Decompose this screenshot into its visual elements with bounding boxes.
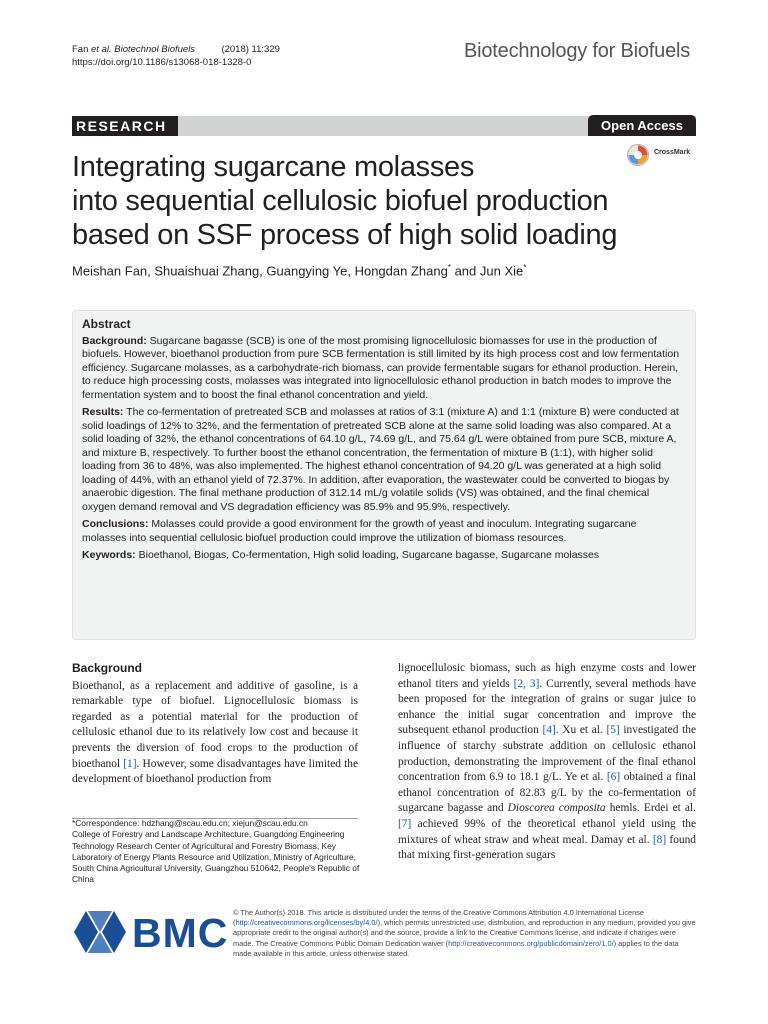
abstract-results-label: Results: [82,406,124,418]
correspondence-emails: *Correspondence: hdzhang@scau.edu.cn; xiejun@scau.edu.cn [72,818,308,828]
corresponding-mark: * [447,263,451,272]
author-list [72,263,526,278]
license-text [233,908,698,959]
body-paragraph [398,661,696,864]
bmc-logo [72,909,229,956]
correspondence-footnote [72,818,362,886]
reference-link[interactable]: [2, 3] [513,677,540,690]
cc-zero-link[interactable]: http://creativecommons.org/publicdomain/zero/1.0/ [448,938,614,948]
license-part: ), which permits unrestricted use, distribution, and reproduction in any medium, provided you give appropriate credit to the original author(s) and the source, provide a link to the Creative Commons license, and indicate if changes were made. The Creative Commons Public Domain Dedication waiver ( [233,918,696,948]
citation-volume: (2018) 11:329 [195,44,280,55]
abstract-results-text: The co-fermentation of pretreated SCB and molasses at ratios of 3:1 (mixture A) and 1:1 (mixture B) were conducted at solid loadings of 12% to 32%, and the fermentation of pretreated SCB alone at the same solid loading was also compared. At a solid loading of 32%, the ethanol concentrations of 64.10 g/L, 74.69 g/L, and 75.64 g/L were obtained from pure SCB, mixture A, and mixture B, respectively. To further boost the ethanol concentration, the fermentation of mixture B (1:1), with higher solid loading from 36 to 48%, was also implemented. The highest ethanol concentration of 94.20 g/L was generated at a high solid loading of 44%, with an ethanol yield of 72.37%. In addition, after evaporation, the wastewater could be converted to biogas by anaerobic digestion. The final methane production of 312.14 mL/g volatile solids (VS) was obtained, and the final chemical oxygen demand removal and VS degradation efficiency was 85.9% and 95.9%, respectively. [82,406,679,513]
species-name: Dioscorea composita [507,802,606,815]
keywords-text: Bioethanol, Biogas, Co-fermentation, High solid loading, Sugarcane bagasse, Sugarcane molasses [135,549,600,561]
abstract-keywords [82,549,682,563]
body-right-column [398,661,696,864]
reference-link[interactable]: [6] [606,771,621,784]
corresponding-mark: * [523,263,527,272]
body-text: . Xu et al. [555,724,607,737]
cc-license-link[interactable]: http://creativecommons.org/licenses/by/4.0/ [235,918,378,928]
authors-part-b: and Jun Xie [450,263,524,279]
authors-part-a: Meishan Fan, Shuaishuai Zhang, Guangying Ye, Hongdan Zhang [72,263,448,279]
abstract-conclusions [82,518,682,545]
abstract-conclusions-label: Conclusions: [82,518,149,530]
affiliation: College of Forestry and Landscape Architecture, Guangdong Engineering Technology Research Center of Agricultural and Forestry Biomass, Key Laboratory of Energy Plants Resource and Utilization, Ministry of Agriculture, South China Agricultural University, Guangzhou 510642, People's Republic of China [72,829,360,885]
keywords-label: Keywords: [82,549,136,561]
abstract-background [82,335,682,403]
crossmark-label: CrossMark [654,149,691,156]
abstract-results [82,406,682,514]
abstract-content [82,318,682,567]
citation-line-1 [72,43,280,56]
title-line: Integrating sugarcane molasses [72,151,475,183]
article-title [72,150,672,252]
background-heading: Background [72,661,143,675]
open-access-badge: Open Access [588,115,696,136]
body-text: found that mixing first-generation sugars [398,833,696,862]
body-text: . Currently, several methods have been proposed for the integration of grains or sugar juice to enhance the initial sugar concentration and improve the subsequent ethanol production [398,677,696,737]
section-label: RESEARCH [72,116,178,136]
body-text: obtained a final ethanol concentration of 82.83 g/L by the co-fermentation of sugarcane bagasse and [398,771,696,815]
doi-link[interactable]: https://doi.org/10.1186/s13068-018-1328-0 [72,57,252,68]
body-text: investigated the influence of starchy substrate addition on cellulosic ethanol production, demonstrating the improvement of the final ethanol concentration from 6.9 to 18.1 g/L. Ye et al. [398,724,696,784]
bmc-logo-text: BMC [132,910,229,956]
reference-link[interactable]: [8] [652,833,667,846]
title-line: into sequential cellulosic biofuel production [72,185,609,217]
journal-name: Biotechnology for Biofuels [464,40,691,62]
license-part: © The Author(s) 2018. This article is distributed under the terms of the Creative Commons Attribution 4.0 International License ( [233,908,645,928]
reference-link[interactable]: [4] [542,724,556,737]
abstract-heading: Abstract [82,317,131,331]
citation-author: Fan [72,44,92,55]
abstract-conclusions-text: Molasses could provide a good environment for the growth of yeast and inoculum. Integrating sugarcane molasses into sequential cellulosic biofuel production could improve the utilization of biomass resources. [82,518,637,544]
citation-header [72,43,280,69]
reference-link[interactable]: [1] [123,757,137,770]
title-line: based on SSF process of high solid loading [72,219,618,251]
body-text: hemls. Erdei et al. [605,802,696,815]
citation-journal-abbrev: et al. Biotechnol Biofuels [91,44,196,55]
body-text: achieved 99% of the theoretical ethanol yield using the mixtures of wheat straw and wheat meal. Damay et al. [398,817,696,846]
license-part: ) applies to the data made available in this article, unless otherwise stated. [233,938,679,958]
reference-link[interactable]: [5] [606,724,620,737]
abstract-background-label: Background: [82,334,147,347]
body-text: lignocellulosic biomass, such as high enzyme costs and lower ethanol titers and yields [398,662,696,690]
body-paragraph [72,679,358,788]
abstract-background-text: Sugarcane bagasse (SCB) is one of the most promising lignocellulosic biomasses for use in the production of biofuels. However, bioethanol production from pure SCB fermentation is still limited by its high process cost and low fermentation efficiency. Sugarcane molasses, as a carbohydrate-rich biomass, can provide fermentable sugars for ethanol production. Herein, to reduce high processing costs, molasses was integrated into lignocellulosic ethanol production in batch modes to improve the fermentation system and to boost the final ethanol concentration and yield. [82,334,680,401]
body-text: Bioethanol, as a replacement and additive of gasoline, is a remarkable type of biofuel. Lignocellulosic biomass is regarded as a potential material for the production of cellulosic ethanol due to its relatively low cost and because it prevents the diversion of food crops to the production of bioethanol [72,679,358,770]
reference-link[interactable]: [7] [398,817,412,830]
body-text: . However, some disadvantages have limited the development of bioethanol production from [72,757,358,786]
body-left-column [72,661,358,788]
